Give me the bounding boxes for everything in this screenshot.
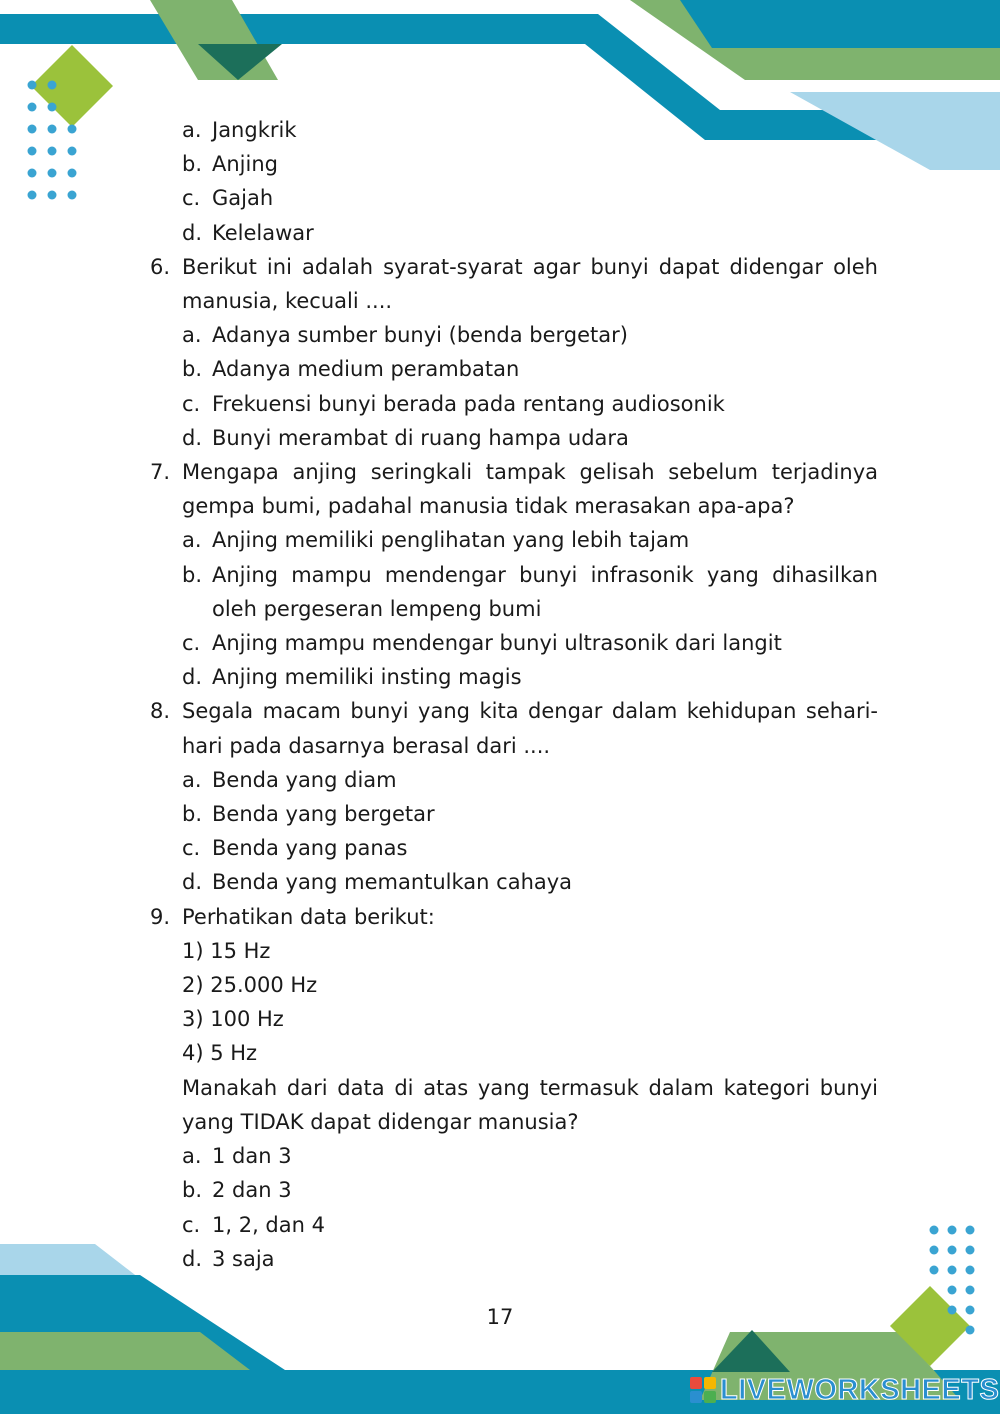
q7-option-c[interactable]: c. Anjing mampu mendengar bunyi ultrasonik dari langit (182, 631, 782, 656)
question-list (150, 113, 878, 1276)
q9-data-item-2: 2) 25.000 Hz (182, 973, 318, 998)
question-text: Berikut ini adalah syarat-syarat agar bunyi dapat didengar oleh manusia, kecuali .... (182, 254, 878, 314)
q6-option-a[interactable]: a. Adanya sumber bunyi (benda bergetar) (182, 323, 628, 348)
question-number: 7. (150, 460, 171, 485)
q7-option-a[interactable]: a. Anjing memiliki penglihatan yang lebih tajam (182, 528, 690, 553)
question-9 (150, 900, 878, 934)
q9-data-item-4: 4) 5 Hz (182, 1041, 258, 1066)
q6-option-d[interactable]: d. Bunyi merambat di ruang hampa udara (182, 425, 629, 450)
q6-option-b[interactable]: b. Adanya medium perambatan (182, 357, 520, 382)
question-text: Mengapa anjing seringkali tampak gelisah sebelum terjadinya gempa bumi, padahal manusia tidak merasakan apa-apa? (182, 460, 878, 519)
question-6 (150, 250, 878, 318)
liveworksheets-logo-icon (690, 1377, 716, 1403)
q8-option-d[interactable]: d. Benda yang memantulkan cahaya (182, 870, 573, 895)
q5-option-d[interactable]: d. Kelelawar (182, 220, 314, 245)
q5-option-b[interactable]: b. Anjing (182, 152, 278, 177)
q5-option-c[interactable]: c. Gajah (182, 186, 274, 211)
question-number: 8. (150, 699, 171, 724)
q9-data-item-3: 3) 100 Hz (182, 1007, 284, 1032)
top-teal-right (680, 0, 1000, 48)
q7-option-d[interactable]: d. Anjing memiliki insting magis (182, 665, 522, 690)
q7-option-b[interactable]: b. Anjing mampu mendengar bunyi infrasonik yang dihasilkan oleh pergeseran lempeng bumi (182, 562, 878, 621)
q7-options (150, 523, 878, 694)
liveworksheets-brand[interactable] (690, 1370, 999, 1410)
q9-options (150, 1139, 878, 1276)
page-number: 17 (486, 1305, 514, 1329)
q5-option-a[interactable]: a. Jangkrik (182, 118, 297, 142)
q8-options (150, 763, 878, 900)
q9-option-b[interactable]: b. 2 dan 3 (182, 1178, 292, 1203)
q9-follow-up-text: Manakah dari data di atas yang termasuk dalam kategori bunyi yang TIDAK dapat didengar manusia? (182, 1075, 878, 1134)
q8-option-b[interactable]: b. Benda yang bergetar (182, 802, 435, 827)
question-7 (150, 455, 878, 523)
question-number: 6. (150, 254, 171, 279)
q8-option-c[interactable]: c. Benda yang panas (182, 836, 408, 861)
q6-options (150, 318, 878, 455)
question-8 (150, 694, 878, 762)
q5-options (150, 113, 878, 250)
question-text: Segala macam bunyi yang kita dengar dalam kehidupan sehari-hari pada dasarnya berasal dari .... (182, 699, 878, 758)
brand-name: LIVEWORKSHEETS (720, 1373, 1000, 1406)
q9-option-c[interactable]: c. 1, 2, dan 4 (182, 1212, 325, 1237)
q6-option-c[interactable]: c. Frekuensi bunyi berada pada rentang audiosonik (182, 391, 725, 416)
q8-option-a[interactable]: a. Benda yang diam (182, 767, 397, 792)
q9-option-d[interactable]: d. 3 saja (182, 1246, 275, 1271)
question-number: 9. (150, 904, 171, 929)
question-text: Perhatikan data berikut: (182, 904, 435, 929)
q9-data-item-1: 1) 15 Hz (182, 938, 271, 963)
q9-option-a[interactable]: a. 1 dan 3 (182, 1144, 292, 1169)
top-lime-diamond (31, 45, 113, 127)
